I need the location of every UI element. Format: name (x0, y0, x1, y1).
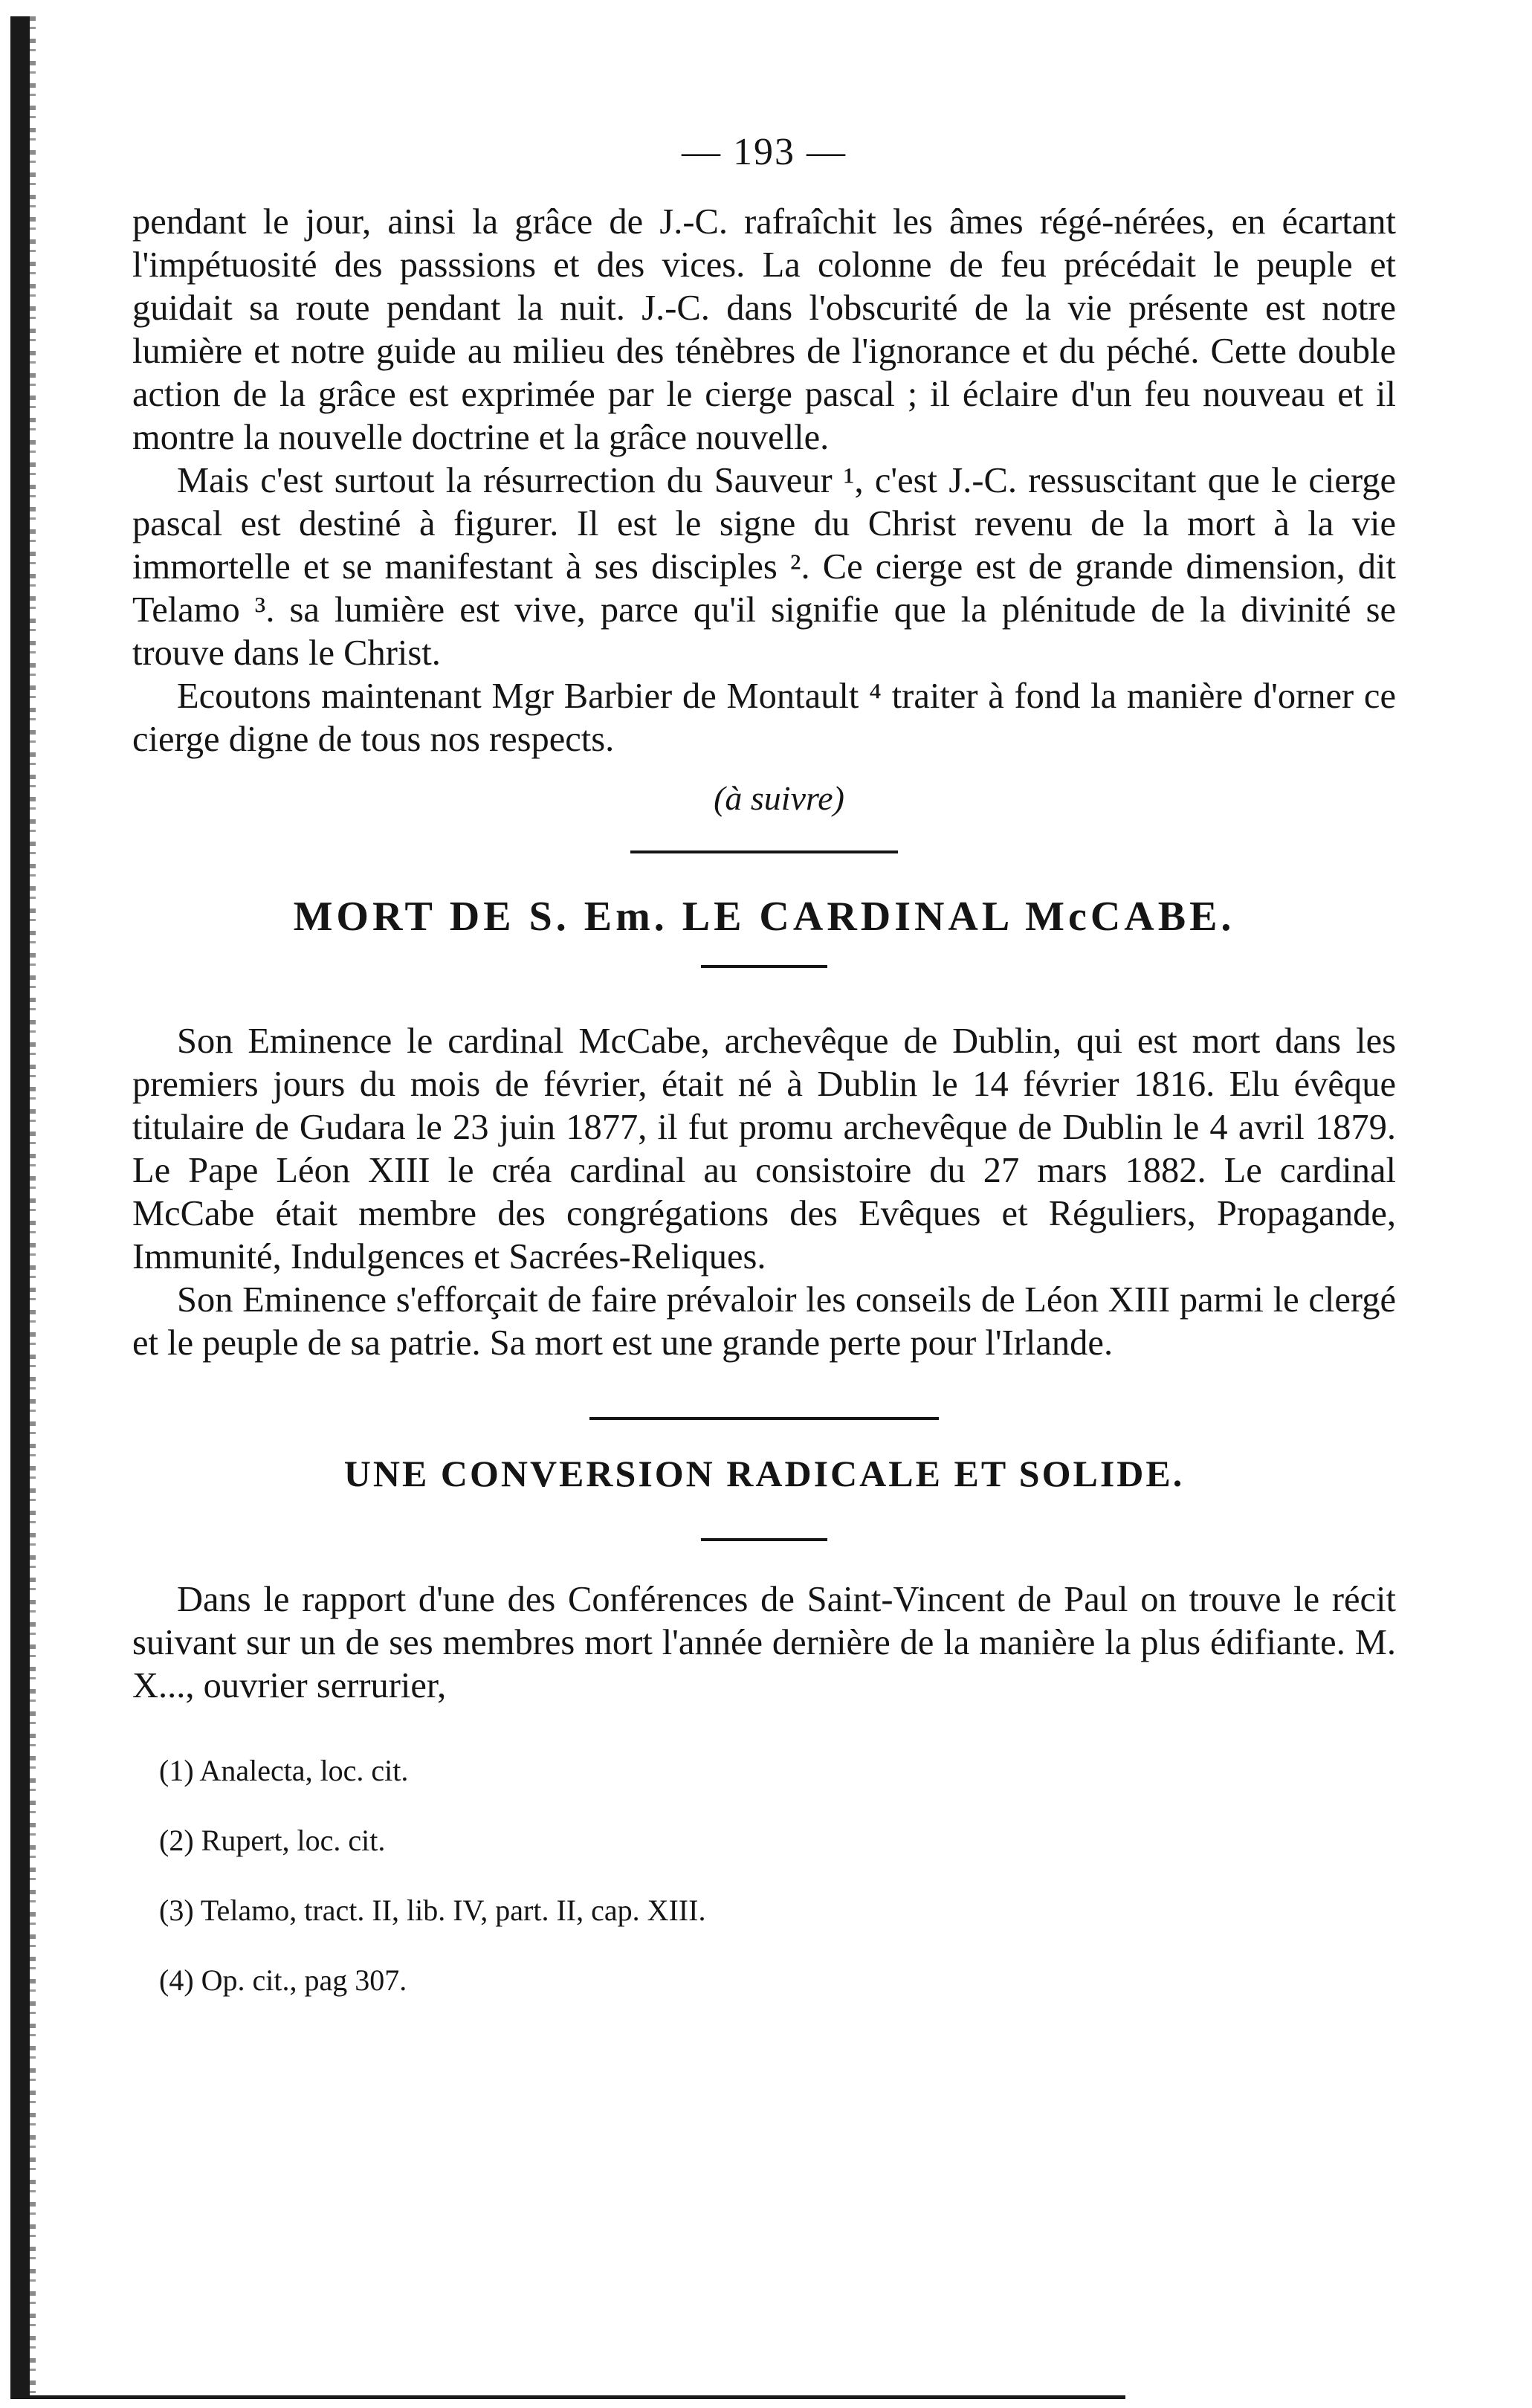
footnote-2: (2) Rupert, loc. cit. (159, 1824, 386, 1857)
bottom-page-edge (10, 2395, 1125, 2399)
section-separator-short (701, 1538, 827, 1541)
footnote-1: (1) Analecta, loc. cit. (159, 1754, 409, 1787)
page-number: — 193 — (682, 131, 847, 173)
cardinal-paragraph-1: Son Eminence le cardinal McCabe, archevêque de Dublin, qui est mort dans les premiers jours du mois de février, était né à Dublin le 14 février 1816. Elu évêque titulaire de Gudara le 23 juin 1877, il fut promu archevêque de Dublin le 4 avril 1879. Le Pape Léon XIII le créa cardinal au consistoire du 27 mars 1882. Le cardinal McCabe était membre des congrégations des Evêques et Réguliers, Propagande, Immunité, Indulgences et Sacrées-Reliques. (132, 1021, 1396, 1276)
intro-paragraph-2: Mais c'est surtout la résurrection du Sauveur ¹, c'est J.-C. ressuscitant que le cierge pascal est destiné à figurer. Il est le signe du Christ revenu de la mort à la vie immortelle et se manifestant à ses disciples ². Ce cierge est de grande dimension, dit Telamo ³. sa lumière est vive, parce qu'il signifie que la plénitude de la divinité se trouve dans le Christ. (132, 461, 1396, 673)
binding-edge (10, 16, 30, 2399)
cardinal-paragraph-2: Son Eminence s'efforçait de faire prévaloir les conseils de Léon XIII parmi le clergé et le peuple de sa patrie. Sa mort est une grande perte pour l'Irlande. (132, 1280, 1396, 1363)
to-be-continued: (à suivre) (714, 779, 844, 817)
section-separator-long (630, 850, 898, 853)
intro-paragraph-1: pendant le jour, ainsi la grâce de J.-C. rafraîchit les âmes régé-nérées, en écartant l'impétuosité des passsions et des vices. La colonne de feu précédait le peuple et guidait sa route pendant la nuit. J.-C. dans l'obscurité de la vie présente est notre lumière et notre guide au milieu des ténèbres de l'ignorance et du péché. Cette double action de la grâce est exprimée par le cierge pascal ; il éclaire d'un feu nouveau et il montre la nouvelle doctrine et la grâce nouvelle. (132, 202, 1396, 457)
section-separator-long (589, 1417, 939, 1420)
page-content (132, 126, 1396, 2032)
footnote-4: (4) Op. cit., pag 307. (159, 1963, 407, 1997)
section-heading-conversion: UNE CONVERSION RADICALE ET SOLIDE. (343, 1453, 1185, 1494)
footnotes (132, 1752, 1396, 1999)
section-separator-short (701, 965, 827, 968)
footnote-3: (3) Telamo, tract. II, lib. IV, part. II, cap. XIII. (159, 1894, 706, 1927)
binding-edge-texture (30, 16, 36, 2399)
conversion-paragraph-1: Dans le rapport d'une des Conférences de Saint-Vincent de Paul on trouve le récit suivant sur un de ses membres mort l'année dernière de la manière la plus édifiante. M. X..., ouvrier serrurier, (132, 1580, 1396, 1705)
section-heading-cardinal: MORT DE S. Em. LE CARDINAL McCABE. (293, 894, 1235, 940)
intro-paragraph-3: Ecoutons maintenant Mgr Barbier de Montault ⁴ traiter à fond la manière d'orner ce cierge digne de tous nos respects. (132, 677, 1396, 759)
